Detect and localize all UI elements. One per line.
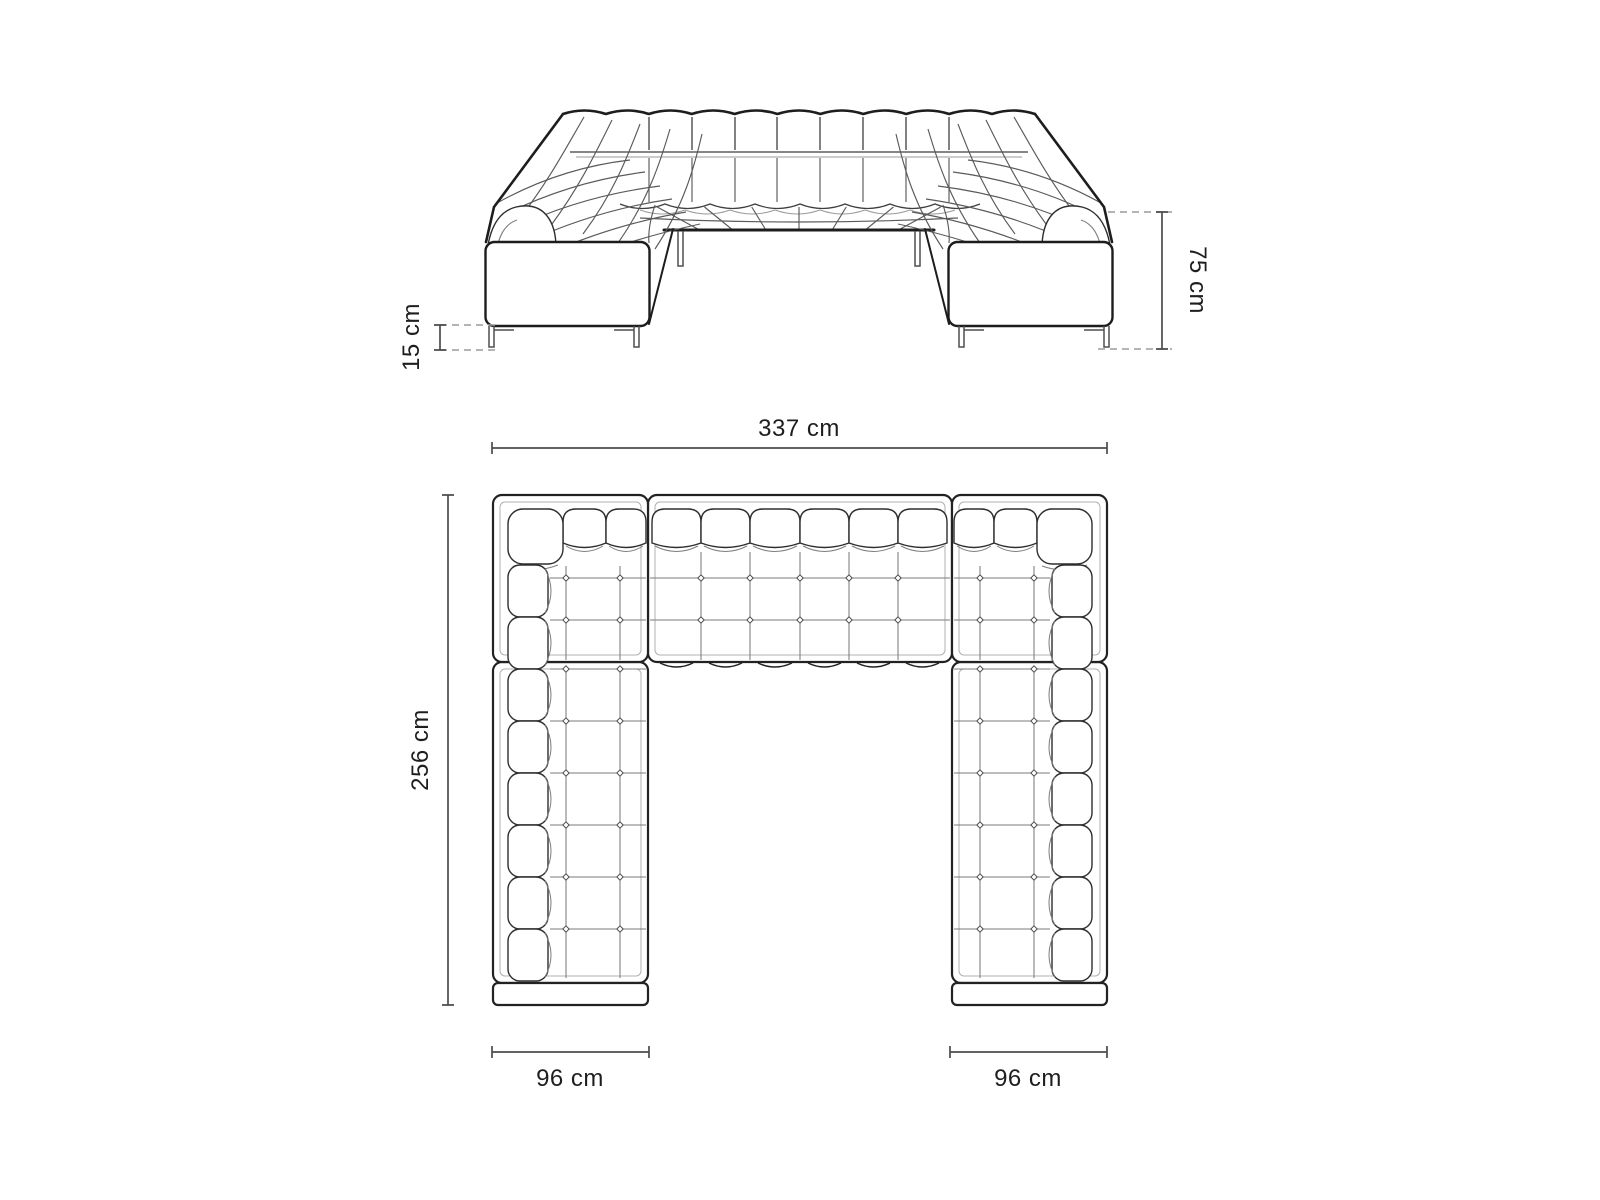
arm-cushion — [1052, 825, 1092, 877]
corner-cushion — [1037, 509, 1092, 564]
sofa-back-leg — [678, 231, 683, 266]
arm-cushion — [508, 773, 548, 825]
dimension-overall-width — [492, 415, 1107, 454]
arm-front-panel — [949, 242, 1113, 326]
wing-tuft-column — [1014, 117, 1075, 214]
arm-cushion — [508, 565, 548, 617]
arm-cushion — [1052, 565, 1092, 617]
dimension-left-arm-width — [492, 1046, 649, 1092]
dimension-right-arm-width — [950, 1046, 1107, 1092]
arm-cushion — [508, 929, 548, 981]
cavity-cushion-bump — [660, 663, 693, 667]
seat-tuft-seam — [705, 207, 732, 229]
arm-cushion — [508, 721, 548, 773]
arm-cushion — [508, 877, 548, 929]
front-elevation-view — [486, 111, 1113, 348]
right-arm-base — [952, 983, 1107, 1005]
arm-cushion — [1052, 877, 1092, 929]
cavity-cushion-bump — [758, 663, 792, 667]
back-cushion — [652, 509, 701, 548]
overall-width-label: 337 cm — [758, 415, 840, 442]
left-arm-base — [493, 983, 648, 1005]
back-cushion — [750, 509, 800, 548]
dimension-overall-depth — [407, 495, 454, 1005]
lumbar-line — [620, 204, 980, 209]
cavity-cushion-bump — [808, 663, 841, 667]
arm-cushion — [508, 825, 548, 877]
back-cushion — [563, 509, 606, 548]
sofa-leg — [489, 326, 494, 347]
cavity-cushion-bump — [906, 663, 939, 667]
back-cushion — [849, 509, 898, 548]
back-cushion — [994, 509, 1037, 548]
lumbar-echo — [640, 210, 955, 214]
cavity-cushion-bump — [709, 663, 742, 667]
back-cushion — [800, 509, 849, 548]
seat-tuft-seam — [752, 207, 766, 229]
wing-tuft-column — [523, 117, 584, 214]
wing-tuft-row — [968, 160, 1101, 203]
arm-cushion — [1052, 773, 1092, 825]
arm-cushion — [1052, 669, 1092, 721]
right-arm-width-label: 96 cm — [994, 1065, 1062, 1092]
dimension-overall-height — [1098, 212, 1211, 349]
arm-inner-edge — [925, 229, 949, 324]
wing-inner-edge — [649, 205, 655, 243]
back-cushion — [701, 509, 750, 548]
arm-cushion — [1052, 617, 1092, 669]
back-top-edge — [563, 111, 1035, 115]
sofa-leg — [634, 326, 639, 347]
back-cushion — [898, 509, 947, 548]
arm-cushion — [1052, 721, 1092, 773]
overall-depth-label: 256 cm — [407, 709, 434, 791]
sofa-back-leg — [915, 231, 920, 266]
arm-cushion — [1052, 929, 1092, 981]
arm-front-panel — [486, 242, 650, 326]
back-cushion — [954, 509, 994, 548]
corner-cushion — [508, 509, 563, 564]
sofa-leg — [959, 326, 964, 347]
top-plan-view — [493, 495, 1107, 1005]
arm-cushion — [508, 669, 548, 721]
back-cushion — [606, 509, 646, 548]
arm-cushion — [508, 617, 548, 669]
leg-height-label: 15 cm — [398, 303, 425, 371]
wing-inner-edge — [943, 205, 949, 243]
arm-inner-edge — [649, 229, 673, 324]
overall-height-label: 75 cm — [1184, 246, 1211, 314]
wing-tuft-row — [497, 160, 630, 203]
seat-tuft-seam — [867, 207, 894, 229]
sofa-leg — [1104, 326, 1109, 347]
seat-tuft-seam — [833, 207, 847, 229]
cavity-cushion-bump — [857, 663, 890, 667]
left-arm-width-label: 96 cm — [536, 1065, 604, 1092]
